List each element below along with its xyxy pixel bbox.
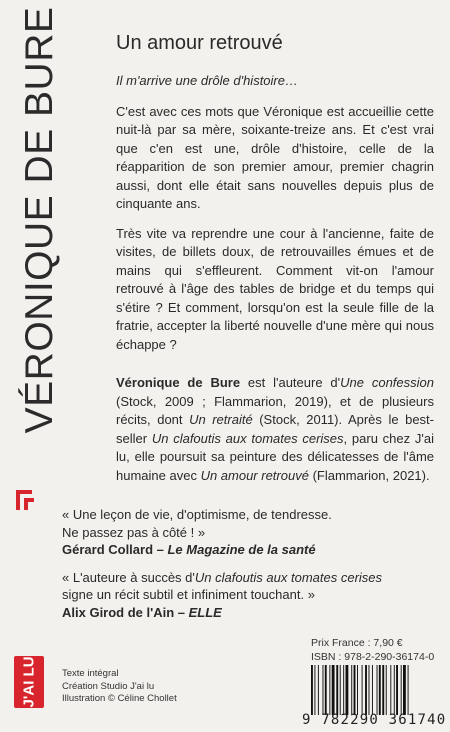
barcode-bar	[379, 665, 381, 715]
barcode-bar	[369, 665, 370, 715]
barcode-bar	[346, 665, 349, 715]
bio-text: , paru chez J'ai lu, elle poursuit sa peinture des délicatesses de l'âme humaine avec	[116, 430, 435, 483]
barcode-bar	[311, 665, 313, 715]
quote-text: Ne passez pas à côté ! »	[62, 524, 206, 540]
credits	[62, 668, 177, 706]
barcode-bar	[325, 665, 327, 715]
back-cover-text	[116, 72, 434, 496]
credits-line: Illustration © Céline Chollet	[62, 693, 177, 704]
barcode-bar	[396, 665, 398, 715]
barcode-bar	[340, 665, 341, 715]
synopsis-paragraph-1: C'est avec ces mots que Véronique est accueillie cette nuit-là par sa mère, soixante-treize ans. Et c'est vrai que c'en est une, drôle d'histoire, celle de la réapparition de son premier amour, premier chagrin aussi, dont elle était sans nouvelles depuis plus de cinquante ans.	[116, 103, 434, 211]
bio-text: est l'auteure d'	[240, 375, 341, 390]
quote-source	[62, 604, 442, 622]
barcode-bar	[390, 665, 391, 715]
barcode-bar	[332, 665, 335, 715]
bio-book-title: Un clafoutis aux tomates cerises	[151, 430, 344, 446]
quote-source-publication: ELLE	[188, 604, 222, 620]
barcode-bar	[318, 665, 319, 715]
barcode-bar	[336, 665, 338, 715]
quote-text: signe un récit subtil et infiniment touchant. »	[62, 587, 315, 602]
bio-text: (Stock, 2009 ; Flammarion, 2019), et de plusieurs récits, dont	[116, 393, 434, 427]
barcode-bar	[382, 665, 384, 715]
quote-book-title: Un clafoutis aux tomates cerises	[194, 569, 383, 585]
press-quote-2	[62, 569, 442, 622]
barcode-bar	[357, 665, 358, 715]
barcode-bar	[323, 665, 324, 715]
quote-text-part: « L'auteure à succès d'	[62, 569, 195, 585]
barcode-icon	[311, 665, 441, 717]
intro-quote: Il m'arrive une drôle d'histoire…	[116, 73, 298, 88]
bio-book-title: Un retraité	[189, 412, 253, 427]
credits-line: Création Studio J'ai lu	[62, 680, 155, 692]
synopsis-paragraph-2: Très vite va reprendre une cour à l'ancienne, faite de visites, de billets doux, de retrouvailles émues et de mains qui s'effleurent. Comment vit-on l'amour retrouvé à l'âge des tables de bridge et du temps qui s'étire ? Et comment, lorsqu'on est la seule fille de la fratrie, accepter la liberté nouvelle d'une mère qui nous échappe ?	[116, 225, 434, 352]
bio-text: (Stock, 2011). Après le best-seller	[116, 412, 434, 446]
publisher-logo	[14, 656, 44, 708]
press-quote-1	[62, 506, 442, 559]
quote-source-name: Gérard Collard –	[62, 542, 168, 557]
press-quotes	[62, 506, 442, 631]
barcode-bar	[401, 665, 402, 715]
barcode-bar	[403, 665, 406, 715]
barcode-bar	[354, 665, 356, 715]
barcode-bar	[372, 665, 373, 715]
barcode-bar	[343, 665, 344, 715]
bio-book-title: Un amour retrouvé	[200, 467, 309, 483]
bio-book-title: Une confession	[340, 375, 434, 390]
bio-text: (Flammarion, 2021).	[308, 467, 430, 483]
author-name-text: VÉRONIQUE DE BURE	[18, 6, 61, 434]
author-bio	[116, 374, 434, 485]
quote-text: « Une leçon de vie, d'optimisme, de tendresse.	[62, 507, 332, 522]
book-title: Un amour retrouvé	[116, 32, 283, 54]
publisher-logo-text: J'AI LU	[20, 656, 38, 708]
barcode-bar	[362, 665, 363, 715]
barcode-bar	[394, 665, 395, 715]
barcode-bar	[314, 665, 315, 715]
barcode-bar	[377, 665, 378, 715]
quote-mark-icon	[16, 490, 34, 510]
quote-source-publication: Le Magazine de la santé	[167, 542, 316, 557]
quote-source	[62, 541, 442, 559]
barcode-bar	[351, 665, 352, 715]
quote-source-name: Alix Girod de l'Ain –	[62, 604, 189, 620]
barcode-bar	[329, 665, 330, 715]
barcode-number: 9 782290 361740	[302, 712, 447, 728]
isbn-label: ISBN : 978-2-290-36174-0	[311, 651, 435, 663]
barcode-bar	[386, 665, 387, 715]
credits-line: Texte intégral	[62, 668, 119, 679]
price-label: Prix France : 7,90 €	[311, 637, 403, 649]
bio-author-name: Véronique de Bure	[116, 375, 241, 390]
quote-text	[62, 569, 442, 587]
barcode-bar	[365, 665, 367, 715]
author-name-vertical	[12, 6, 68, 434]
barcode-bar	[408, 665, 409, 715]
